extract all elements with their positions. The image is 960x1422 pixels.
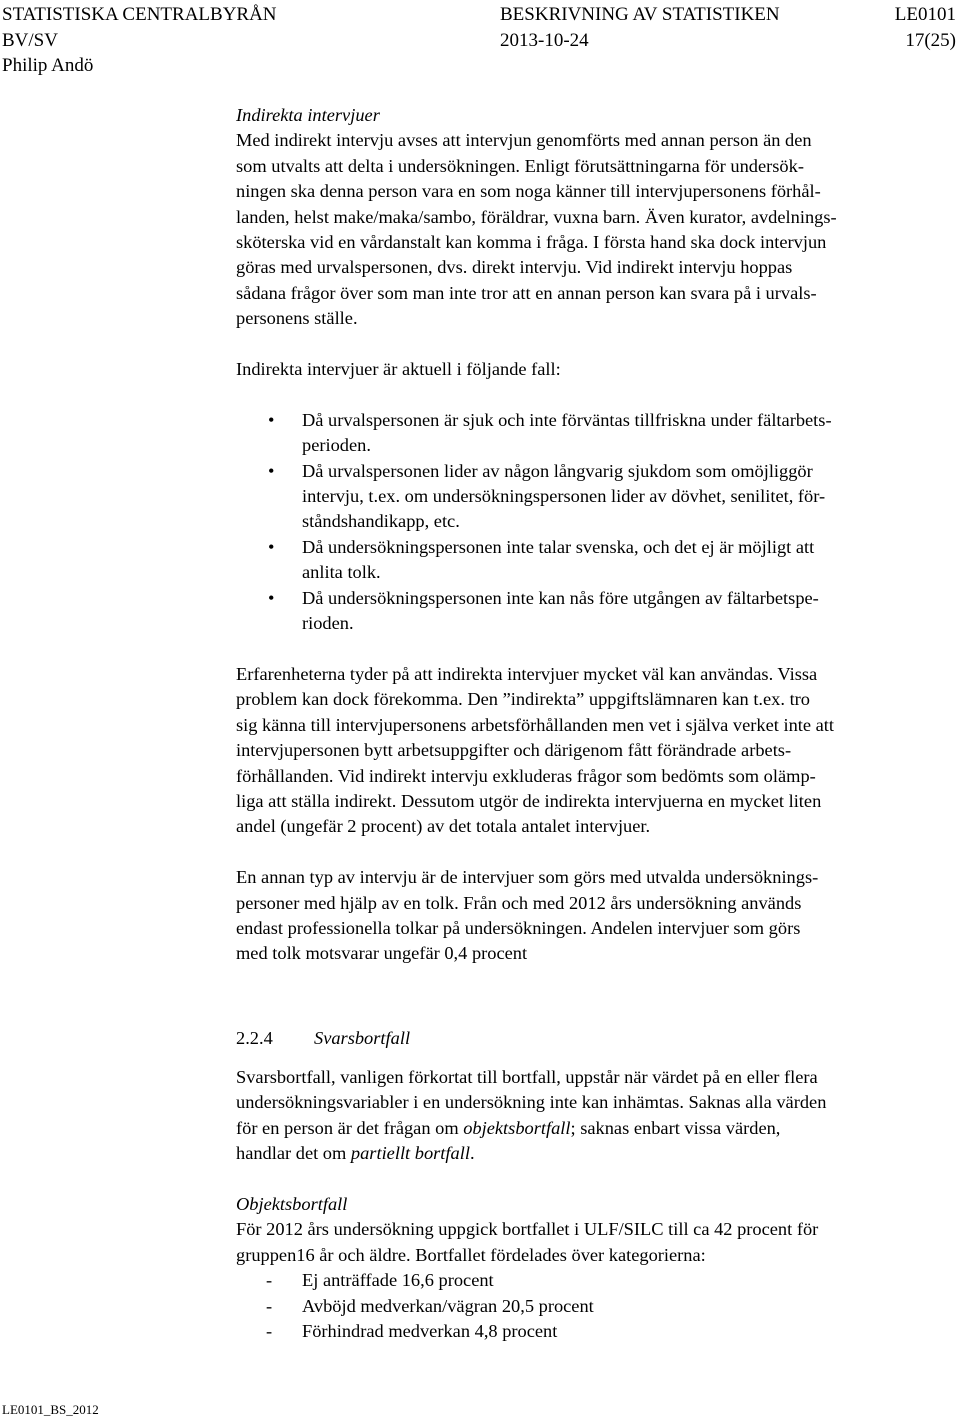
text-line: sköterska vid en vårdanstalt kan komma i fråga. I första hand ska dock intervjun [236, 232, 827, 253]
bullet-icon: • [268, 536, 275, 557]
text-line: liga att ställa indirekt. Dessutom utgör de indirekta intervjuerna en mycket liten [236, 790, 822, 811]
text-line: göras med urvalspersonen, dvs. direkt intervju. Vid indirekt intervju hoppas [236, 257, 793, 278]
text-line: andel (ungefär 2 procent) av det totala antalet intervjuer. [236, 816, 651, 837]
header-author: Philip Andö [2, 55, 94, 76]
text-line: handlar det om partiellt bortfall. [236, 1143, 475, 1164]
indirect-paragraph-2 [236, 662, 956, 840]
text-line: Då undersökningspersonen inte talar svenska, och det ej är möjligt att [302, 536, 815, 557]
text-line: landen, helst make/maka/sambo, föräldrar, vuxna barn. Även kurator, avdelnings- [236, 206, 837, 227]
text-line: ståndshandikapp, etc. [302, 511, 460, 532]
text-line: som utvalts att delta i undersökningen. Enligt förutsättningarna för undersök- [236, 155, 804, 176]
header-page-number: 17(25) [905, 30, 956, 51]
text-line: ningen ska denna person vara en som noga känner till intervjupersonens förhål- [236, 181, 821, 202]
footer-document-id: LE0101_BS_2012 [2, 1402, 99, 1417]
text-line: gruppen16 år och äldre. Bortfallet fördelades över kategorierna: [236, 1244, 706, 1265]
text-line: med tolk motsvarar ungefär 0,4 procent [236, 943, 528, 964]
text-line: För 2012 års undersökning uppgick bortfallet i ULF/SILC till ca 42 procent för [236, 1219, 819, 1240]
dash-icon: - [266, 1270, 273, 1291]
category-text: Ej anträffade 16,6 procent [302, 1270, 494, 1291]
indirect-interviews-section [236, 103, 956, 967]
bullet-icon: • [268, 587, 275, 608]
header-date: 2013-10-24 [500, 30, 589, 51]
list-item [236, 586, 956, 637]
list-item [236, 408, 956, 459]
bullet-icon: • [268, 409, 275, 430]
list-item [236, 535, 956, 586]
text-line: personer med hjälp av en tolk. Från och med 2012 års undersökning används [236, 892, 802, 913]
dash-icon: - [266, 1295, 273, 1316]
category-text: Avböjd medverkan/vägran 20,5 procent [302, 1295, 594, 1316]
nonresponse-section [236, 1065, 956, 1344]
text-line: sig känna till intervjupersonens arbetsförhållanden men vet i själva verket inte att [236, 714, 835, 735]
list-item [236, 1294, 956, 1319]
indirect-bullet-list [236, 408, 956, 637]
header-document-type: BESKRIVNING AV STATISTIKEN [500, 4, 780, 25]
text-line: intervjupersonen bytt arbetsuppgifter och därigenom fått förändrade arbets- [236, 740, 792, 761]
text-line: personens ställe. [236, 308, 358, 329]
text-line: för en person är det frågan om objektsbortfall; saknas enbart vissa värden, [236, 1117, 781, 1138]
list-item [236, 1319, 956, 1344]
text-line: förhållanden. Vid indirekt intervju exkluderas frågor som bedömts som olämp- [236, 765, 816, 786]
list-item [236, 1268, 956, 1293]
section-heading [236, 1026, 410, 1051]
category-list [236, 1268, 956, 1344]
indirect-heading: Indirekta intervjuer [236, 105, 380, 125]
header-code: LE0101 [894, 4, 956, 25]
header-organization: STATISTISKA CENTRALBYRÅN [2, 4, 277, 25]
dash-icon: - [266, 1321, 273, 1342]
indirect-intro: Indirekta intervjuer är aktuell i följande fall: [236, 359, 561, 380]
indirect-paragraph-1 [236, 128, 956, 331]
text-line: Svarsbortfall, vanligen förkortat till bortfall, uppstår när värdet på en eller flera [236, 1067, 818, 1087]
text-line: problem kan dock förekomma. Den ”indirekta” uppgiftslämnaren kan t.ex. tro [236, 689, 811, 710]
text-line: rioden. [302, 613, 354, 634]
text-line: anlita tolk. [302, 562, 381, 583]
object-nonresponse-heading: Objektsbortfall [236, 1194, 348, 1215]
text-line: sådana frågor över som man inte tror att en annan person kan svara på i urvals- [236, 282, 817, 303]
text-line: Då undersökningspersonen inte kan nås före utgången av fältarbetspe- [302, 587, 819, 608]
text-line: undersökningsvariabler i en undersökning inte kan inhämtas. Saknas alla värden [236, 1092, 827, 1113]
text-line: En annan typ av intervju är de intervjuer som görs med utvalda undersöknings- [236, 867, 819, 888]
text-line: intervju, t.ex. om undersökningspersonen lider av dövhet, senilitet, för- [302, 486, 826, 507]
section-number: 2.2.4 [236, 1028, 273, 1048]
text-line: Då urvalspersonen är sjuk och inte förväntas tillfriskna under fältarbets- [302, 409, 832, 430]
category-text: Förhindrad medverkan 4,8 procent [302, 1321, 558, 1342]
text-line: Då urvalspersonen lider av någon långvarig sjukdom som omöjliggör [302, 460, 813, 481]
text-line: Med indirekt intervju avses att intervjun genomförts med annan person än den [236, 130, 812, 151]
header-unit: BV/SV [2, 30, 58, 51]
nonresponse-paragraph [236, 1065, 956, 1167]
indirect-paragraph-3 [236, 865, 956, 967]
text-line: perioden. [302, 435, 371, 456]
text-line: Erfarenheterna tyder på att indirekta intervjuer mycket väl kan användas. Vissa [236, 663, 818, 684]
bullet-icon: • [268, 460, 275, 481]
list-item [236, 459, 956, 535]
text-line: endast professionella tolkar på undersökningen. Andelen intervjuer som görs [236, 917, 801, 938]
section-title: Svarsbortfall [314, 1028, 411, 1048]
